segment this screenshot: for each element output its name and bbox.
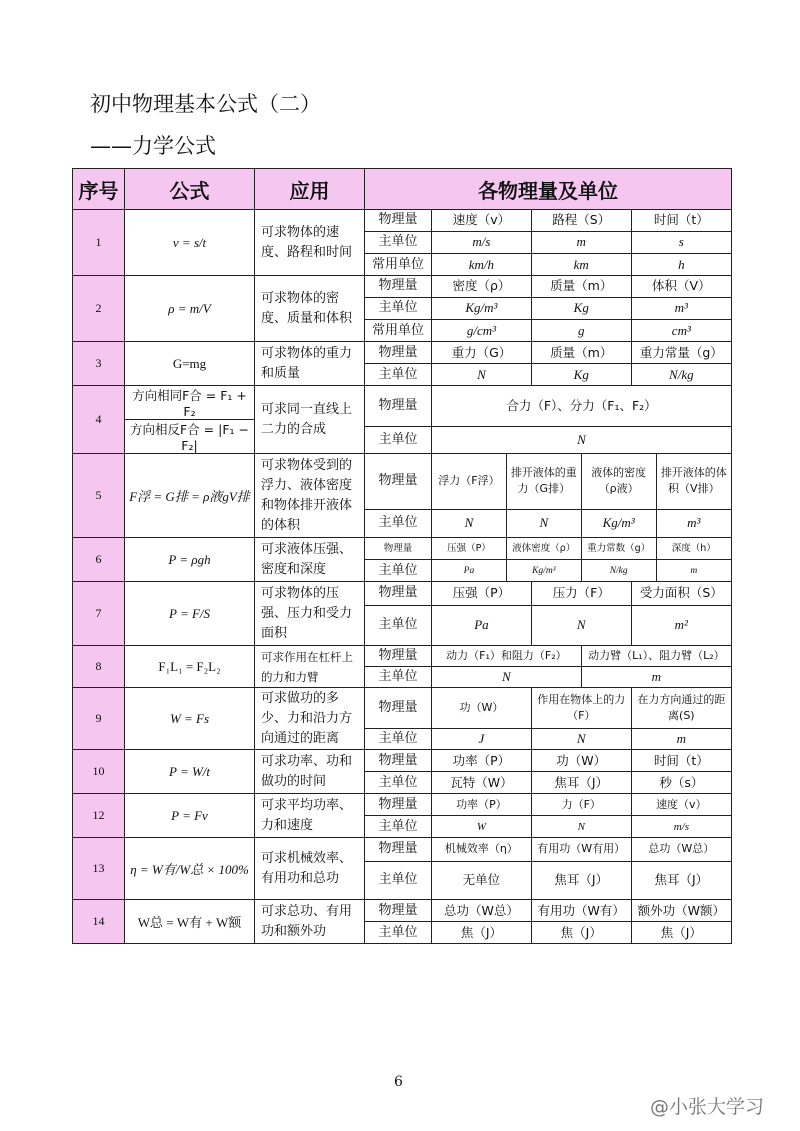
cell: 物理量 — [365, 688, 432, 728]
cell: 焦（J） — [631, 922, 731, 944]
cell: 物理量 — [365, 582, 432, 605]
formula-cell: P = F/S — [125, 582, 255, 646]
table-row — [73, 538, 732, 582]
cell: 物理量 — [365, 794, 432, 816]
cell: 功（W） — [432, 688, 532, 728]
row-number: 6 — [73, 538, 125, 582]
cell: 压强（P） — [432, 582, 532, 605]
quantity-table — [365, 276, 731, 341]
cell: 物理量 — [365, 342, 432, 364]
cell: 有用功（W有用） — [531, 838, 631, 861]
cell: 密度（ρ） — [432, 276, 532, 297]
cell: Kg/m³ — [581, 509, 656, 537]
application-cell: 可求液体压强、密度和深度 — [255, 538, 365, 582]
cell: 排开液体的重力（G排） — [506, 454, 581, 509]
application-cell: 可求功率、功和做功的时间 — [255, 750, 365, 794]
quantity-table — [365, 646, 731, 687]
cell: m³ — [631, 297, 731, 319]
application-cell: 可求物体的压强、压力和受力面积 — [255, 582, 365, 646]
cell: 无单位 — [432, 861, 532, 899]
cell: cm³ — [631, 320, 731, 341]
cell: N — [432, 364, 532, 386]
cell: N — [531, 728, 631, 749]
cell: N — [432, 509, 507, 537]
application-cell: 可求机械效率、有用功和总功 — [255, 838, 365, 900]
cell: 压强（P） — [432, 538, 507, 560]
table-row — [73, 900, 732, 944]
cell: 机械效率（η） — [432, 838, 532, 861]
cell: m — [631, 728, 731, 749]
formula-cell: F₁L₁ = F₂L₂ — [125, 646, 255, 688]
row-number: 5 — [73, 454, 125, 538]
cell: 秒（s） — [631, 772, 731, 794]
cell: 常用单位 — [365, 320, 432, 341]
table-row — [73, 386, 732, 454]
cell: Kg/m³ — [506, 560, 581, 582]
cell: 有用功（W有） — [531, 900, 631, 922]
cell: 物理量 — [365, 386, 432, 426]
cell: km/h — [432, 254, 532, 275]
row-number: 7 — [73, 582, 125, 646]
cell: 焦耳（J） — [631, 861, 731, 899]
cell: 瓦特（W） — [432, 772, 532, 794]
cell: s — [631, 231, 731, 253]
cell: N/kg — [631, 364, 731, 386]
row-number: 13 — [73, 838, 125, 900]
row-number: 4 — [73, 386, 125, 454]
cell: 体积（V） — [631, 276, 731, 297]
cell: N — [432, 426, 732, 453]
cell: N — [531, 816, 631, 838]
cell: 主单位 — [365, 861, 432, 899]
cell: 总功（W总） — [432, 900, 532, 922]
table-row — [73, 582, 732, 646]
formula-cell: F浮 = G排 = ρ液gV排 — [125, 454, 255, 538]
cell: 速度（v） — [432, 210, 532, 231]
cell: Pa — [432, 605, 532, 645]
page-number: 6 — [394, 1074, 403, 1090]
table-row — [73, 838, 732, 900]
cell: m/s — [631, 816, 731, 838]
formula-cell: v = s/t — [125, 210, 255, 276]
row-number: 3 — [73, 342, 125, 386]
header-no: 序号 — [73, 169, 125, 210]
cell: 主单位 — [365, 364, 432, 386]
cell: N — [506, 509, 581, 537]
application-cell: 可求做功的多少、力和沿力方向通过的距离 — [255, 688, 365, 750]
cell: m — [656, 560, 731, 582]
formula-cell: P = Fv — [125, 794, 255, 838]
row-number: 2 — [73, 276, 125, 342]
application-cell: 可求作用在杠杆上的力和力臂 — [255, 646, 365, 688]
cell: 主单位 — [365, 426, 432, 453]
application-cell: 可求物体的速度、路程和时间 — [255, 210, 365, 276]
table-row — [73, 646, 732, 688]
quantity-table — [365, 688, 731, 749]
cell: 主单位 — [365, 605, 432, 645]
application-cell: 可求物体的重力和质量 — [255, 342, 365, 386]
cell: N/kg — [581, 560, 656, 582]
cell: 液体密度（ρ） — [506, 538, 581, 560]
quantity-table — [365, 838, 731, 899]
row-number: 10 — [73, 750, 125, 794]
cell: 焦耳（J） — [531, 772, 631, 794]
cell: m² — [631, 605, 731, 645]
cell: 焦（J） — [432, 922, 532, 944]
cell: 力（F） — [531, 794, 631, 816]
table-row — [73, 794, 732, 838]
cell: 功（W） — [531, 750, 631, 772]
cell: 主单位 — [365, 297, 432, 319]
formula-cell: η = W有/W总 × 100% — [125, 838, 255, 900]
quantity-table — [365, 342, 731, 385]
row-number: 1 — [73, 210, 125, 276]
cell: Pa — [432, 560, 507, 582]
application-cell: 可求同一直线上二力的合成 — [255, 386, 365, 454]
cell: 主单位 — [365, 560, 432, 582]
formula-cell: W总 = W有 + W额 — [125, 900, 255, 944]
cell: N — [432, 667, 582, 688]
formula-cell: P = W/t — [125, 750, 255, 794]
formula-cell: W = Fs — [125, 688, 255, 750]
cell: 路程（S） — [531, 210, 631, 231]
table-row — [73, 454, 732, 538]
row-number: 12 — [73, 794, 125, 838]
cell: 物理量 — [365, 276, 432, 297]
header-formula: 公式 — [125, 169, 255, 210]
cell: m³ — [656, 509, 731, 537]
cell: 深度（h） — [656, 538, 731, 560]
formula-same-direction: 方向相同F合 = F₁ + F₂ — [125, 386, 254, 420]
application-cell: 可求物体的密度、质量和体积 — [255, 276, 365, 342]
cell: g — [531, 320, 631, 341]
cell: 额外功（W额） — [631, 900, 731, 922]
formula-cell: ρ = m/V — [125, 276, 255, 342]
table-row — [73, 210, 732, 276]
formula-opposite-direction: 方向相反F合 = |F₁ − F₂| — [130, 422, 249, 453]
formula-cell: G=mg — [125, 342, 255, 386]
header-application: 应用 — [255, 169, 365, 210]
cell: 重力常数（g） — [581, 538, 656, 560]
cell: 主单位 — [365, 509, 432, 537]
cell: 液体的密度（ρ液） — [581, 454, 656, 509]
page-title: 初中物理基本公式（二） — [90, 92, 321, 116]
cell: 功率（P） — [432, 794, 532, 816]
cell: 时间（t） — [631, 750, 731, 772]
cell: 质量（m） — [531, 276, 631, 297]
cell: 在力方向通过的距离(S) — [631, 688, 731, 728]
cell: 焦（J） — [531, 922, 631, 944]
cell: 浮力（F浮） — [432, 454, 507, 509]
cell: 重力（G） — [432, 342, 532, 364]
cell: 功率（P） — [432, 750, 532, 772]
cell: 受力面积（S） — [631, 582, 731, 605]
cell: Kg/m³ — [432, 297, 532, 319]
cell: km — [531, 254, 631, 275]
cell: 主单位 — [365, 816, 432, 838]
page-subtitle: ——力学公式 — [90, 134, 216, 158]
quantity-table — [365, 900, 731, 943]
cell: 主单位 — [365, 667, 432, 688]
quantity-table — [365, 538, 731, 581]
table-row — [73, 688, 732, 750]
cell: 速度（v） — [631, 794, 731, 816]
header-quantities: 各物理量及单位 — [365, 169, 732, 210]
cell: g/cm³ — [432, 320, 532, 341]
row-number: 14 — [73, 900, 125, 944]
cell: 排开液体的体积（V排） — [656, 454, 731, 509]
cell: h — [631, 254, 731, 275]
cell: 质量（m） — [531, 342, 631, 364]
cell: 物理量 — [365, 750, 432, 772]
formula-table — [72, 168, 732, 944]
quantity-table — [365, 794, 731, 837]
application-cell: 可求平均功率、力和速度 — [255, 794, 365, 838]
application-cell: 可求总功、有用功和额外功 — [255, 900, 365, 944]
quantity-table — [365, 582, 731, 645]
watermark: @小张大学习 — [650, 1096, 765, 1118]
cell: 物理量 — [365, 838, 432, 861]
cell: 压力（F） — [531, 582, 631, 605]
cell: m — [581, 667, 731, 688]
cell: 总功（W总） — [631, 838, 731, 861]
application-cell: 可求物体受到的浮力、液体密度和物体排开液体的体积 — [255, 454, 365, 538]
cell: N — [531, 605, 631, 645]
cell: 时间（t） — [631, 210, 731, 231]
row-number: 9 — [73, 688, 125, 750]
table-row — [73, 276, 732, 342]
cell: m/s — [432, 231, 532, 253]
cell: 动力（F₁）和阻力（F₂） — [432, 646, 582, 667]
quantity-table — [365, 750, 731, 793]
cell: 动力臂（L₁）、阻力臂（L₂） — [581, 646, 731, 667]
quantity-table — [365, 454, 731, 537]
cell: 主单位 — [365, 728, 432, 749]
cell: 常用单位 — [365, 254, 432, 275]
cell: 合力（F）、分力（F₁、F₂） — [432, 386, 732, 426]
cell: 物理量 — [365, 210, 432, 231]
cell: 焦耳（J） — [531, 861, 631, 899]
cell: J — [432, 728, 532, 749]
cell: Kg — [531, 364, 631, 386]
table-row — [73, 750, 732, 794]
quantity-table — [365, 210, 731, 275]
cell: 主单位 — [365, 231, 432, 253]
cell: 作用在物体上的力（F） — [531, 688, 631, 728]
cell: Kg — [531, 297, 631, 319]
cell: m — [531, 231, 631, 253]
table-header-row — [73, 169, 732, 210]
cell: W — [432, 816, 532, 838]
cell: 物理量 — [365, 454, 432, 509]
cell: 重力常量（g） — [631, 342, 731, 364]
cell: 物理量 — [365, 538, 432, 560]
table-row — [73, 342, 732, 386]
formula-cell: P = ρgh — [125, 538, 255, 582]
quantity-table — [365, 386, 731, 453]
cell: 主单位 — [365, 922, 432, 944]
cell: 物理量 — [365, 900, 432, 922]
cell: 物理量 — [365, 646, 432, 667]
row-number: 8 — [73, 646, 125, 688]
cell: 主单位 — [365, 772, 432, 794]
